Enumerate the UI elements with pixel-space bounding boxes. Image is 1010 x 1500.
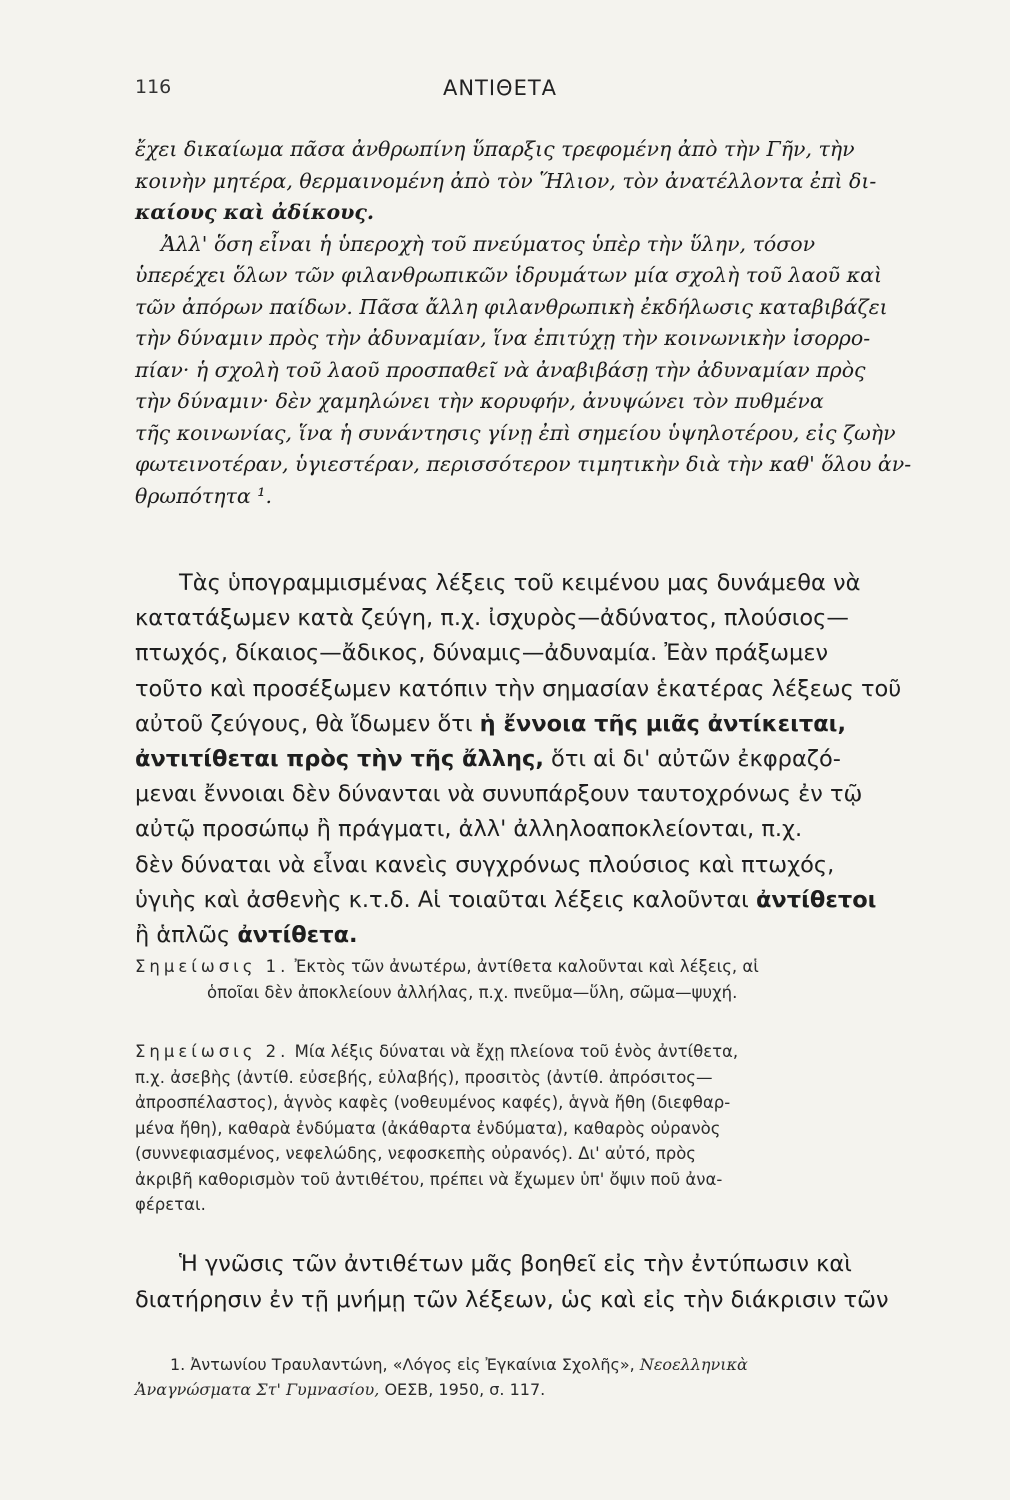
body-line: αὐτῷ προσώπῳ ἢ πράγματι, ἀλλ' ἀλληλοαποκλείονται, π.χ. <box>135 816 803 843</box>
emphasized-term: ἀντίθετοι <box>755 886 877 913</box>
note-text: Μία λέξις δύναται νὰ ἔχῃ πλείονα τοῦ ἑνὸς ἀντίθετα, <box>294 1042 739 1061</box>
footnote-title: Νεοελληνικὰ <box>639 1355 748 1374</box>
body-text: ὅτι αἱ δι' αὐτῶν ἐκφραζό- <box>551 746 841 773</box>
note-line: π.χ. ἀσεβὴς (ἀντίθ. εὐσεβής, εὐλαβής), προσιτὸς (ἀντίθ. ἀπρόσιτος— <box>135 1067 713 1087</box>
quote-line: κοινὴν μητέρα, θερμαινομένη ἀπὸ τὸν Ἥλιον, τὸν ἀνατέλλοντα ἐπὶ δι- <box>135 168 877 193</box>
emphasized-term: ἀντίθετα. <box>237 922 358 949</box>
quote-line: τῆς κοινωνίας, ἵνα ἡ συνάντησις γίνῃ ἐπὶ σημείου ὑψηλοτέρου, εἰς ζωὴν <box>135 420 896 445</box>
body-line <box>135 918 960 953</box>
note-label: Σημείωσις 2. <box>135 1042 290 1061</box>
quote-line: τὴν δύναμιν πρὸς τὴν ἀδυναμίαν, ἵνα ἐπιτύχῃ τὴν κοινωνικὴν ἰσορρο- <box>135 326 871 350</box>
note-text: Ἐκτὸς τῶν ἀνωτέρω, ἀντίθετα καλοῦνται καὶ λέξεις, αἱ <box>294 957 759 976</box>
footnote-text: 1. Ἀντωνίου Τραυλαντώνη, «Λόγος εἰς Ἐγκαίνια Σχολῆς», <box>170 1355 635 1374</box>
note-line: ἀπροσπέλαστος), ἁγνὸς καφὲς (νοθευμένος καφές), ἁγνὰ ἤθη (διεφθαρ- <box>135 1093 731 1112</box>
note-1 <box>135 954 955 1005</box>
body-line: κατατάξωμεν κατὰ ζεύγη, π.χ. ἰσχυρὸς—ἀδύνατος, πλούσιος— <box>135 605 849 632</box>
note-line <box>135 954 955 980</box>
footnote-text: ΟΕΣΒ, 1950, σ. 117. <box>384 1380 546 1399</box>
running-title: ΑΝΤΙΘΕΤΑ <box>442 76 558 100</box>
note-2 <box>135 1039 955 1218</box>
note-line <box>135 1039 955 1065</box>
body-line: τοῦτο καὶ προσέξωμεν κατόπιν τὴν σημασίαν ἑκατέρας λέξεως τοῦ <box>135 675 902 702</box>
note-line: φέρεται. <box>135 1195 206 1214</box>
quote-line: τὴν δύναμιν· δὲν χαμηλώνει τὴν κορυφήν, ἀνυψώνει τὸν πυθμένα <box>135 389 824 413</box>
body-line <box>135 883 960 918</box>
body-line: μεναι ἔννοιαι δὲν δύνανται νὰ συνυπάρξουν ταυτοχρόνως ἐν τῷ <box>135 781 863 808</box>
note-label: Σημείωσις 1. <box>135 957 290 976</box>
quoted-passage <box>135 134 955 512</box>
closing-paragraph <box>135 1246 960 1318</box>
note-line: ὁποῖαι δὲν ἀποκλείουν ἀλλήλας, π.χ. πνεῦμα—ὕλη, σῶμα—ψυχή. <box>207 982 738 1002</box>
body-line: Τὰς ὑπογραμμισμένας λέξεις τοῦ κειμένου μας δυνάμεθα νὰ <box>179 570 861 596</box>
emphasized-text: ἡ ἔννοια τῆς μιᾶς ἀντίκειται, <box>479 710 846 737</box>
page-number: 116 <box>135 76 172 98</box>
closing-line: διατήρησιν ἐν τῇ μνήμῃ τῶν λέξεων, ὡς καὶ εἰς τὴν διάκρισιν τῶν <box>135 1287 889 1313</box>
quote-line: πίαν· ἡ σχολὴ τοῦ λαοῦ προσπαθεῖ νὰ ἀναβιβάσῃ τὴν ἀδυναμίαν πρὸς <box>135 357 866 382</box>
emphasized-text: ἀντιτίθεται πρὸς τὴν τῆς ἄλλης, <box>135 746 544 773</box>
footnote-line <box>135 1377 960 1402</box>
closing-line: Ἡ γνῶσις τῶν ἀντιθέτων μᾶς βοηθεῖ εἰς τὴν ἐντύπωσιν καὶ <box>179 1251 852 1277</box>
quote-line: Ἀλλ' ὅση εἶναι ἡ ὑπεροχὴ τοῦ πνεύματος ὑπὲρ τὴν ὕλην, τόσον <box>161 231 816 256</box>
quote-line: τῶν ἀπόρων παίδων. Πᾶσα ἄλλη φιλανθρωπικὴ ἐκδήλωσις καταβιβάζει <box>135 294 888 319</box>
quote-line: ὑπερέχει ὅλων τῶν φιλανθρωπικῶν ἱδρυμάτων μία σχολὴ τοῦ λαοῦ καὶ <box>135 263 882 287</box>
page-header <box>135 76 865 106</box>
body-text: αὐτοῦ ζεύγους, θὰ ἴδωμεν ὅτι <box>135 710 473 737</box>
body-line: δὲν δύναται νὰ εἶναι κανεὶς συγχρόνως πλούσιος καὶ πτωχός, <box>135 851 835 878</box>
note-line: ἀκριβῆ καθορισμὸν τοῦ ἀντιθέτου, πρέπει νὰ ἔχωμεν ὑπ' ὄψιν ποῦ ἀνα- <box>135 1169 723 1189</box>
quote-line: ἔχει δικαίωμα πᾶσα ἀνθρωπίνη ὕπαρξις τρεφομένη ἀπὸ τὴν Γῆν, τὴν <box>135 137 855 161</box>
body-line <box>135 742 960 777</box>
quote-line: θρωπότητα ¹. <box>135 483 272 508</box>
body-text: ἢ ἁπλῶς <box>135 922 231 949</box>
quote-line: καίους καὶ ἀδίκους. <box>135 200 375 224</box>
quote-line: φωτεινοτέραν, ὑγιεστέραν, περισσότερον τιμητικὴν διὰ τὴν καθ' ὅλου ἀν- <box>135 452 912 476</box>
body-line <box>135 707 960 742</box>
note-line: (συννεφιασμένος, νεφελώδης, νεφοσκεπὴς οὐρανός). Δι' αὐτό, πρὸς <box>135 1144 696 1163</box>
footnote-title: Ἀναγνώσματα Στ' Γυμνασίου, <box>135 1380 380 1399</box>
footnote-line <box>170 1352 960 1377</box>
body-text: ὑγιὴς καὶ ἀσθενὴς κ.τ.δ. Αἱ τοιαῦται λέξεις καλοῦνται <box>135 886 749 913</box>
footnote <box>135 1352 960 1402</box>
note-line: μένα ἤθη), καθαρὰ ἐνδύματα (ἀκάθαρτα ἐνδύματα), καθαρὸς οὐρανὸς <box>135 1118 721 1138</box>
body-line: πτωχός, δίκαιος—ἄδικος, δύναμις—ἀδυναμία. Ἐὰν πράξωμεν <box>135 640 829 667</box>
main-paragraph <box>135 566 960 953</box>
